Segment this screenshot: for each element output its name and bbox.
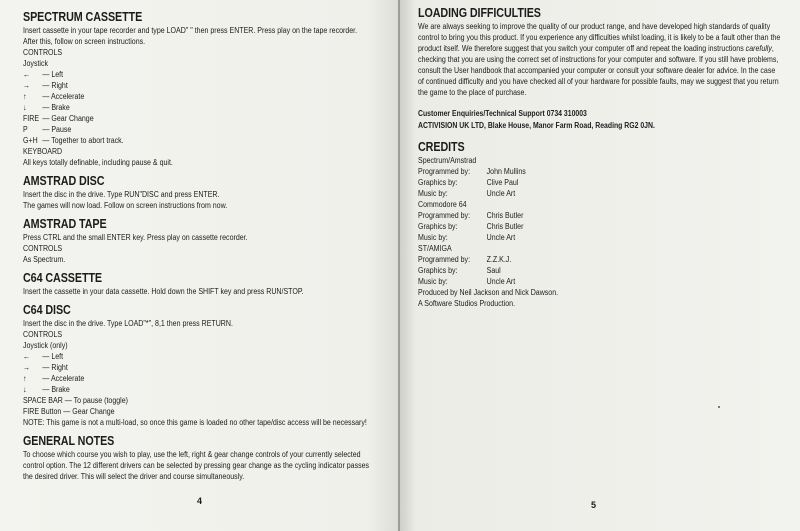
right-page bbox=[400, 0, 800, 531]
keyboard-label: KEYBOARD bbox=[23, 147, 63, 156]
credit-role: Programmed by: bbox=[418, 255, 471, 264]
left-arrow-icon: ← bbox=[23, 70, 31, 79]
control-key: FIRE bbox=[23, 114, 40, 123]
page-number-right: 5 bbox=[591, 500, 597, 510]
control-action: — Right bbox=[42, 81, 68, 90]
controls-label: CONTROLS bbox=[23, 48, 63, 57]
credit-name: Saul bbox=[486, 266, 501, 275]
general-notes-section bbox=[23, 434, 384, 482]
company-address: ACTIVISION UK LTD, Blake House, Manor Farm Road, Reading RG2 0JN. bbox=[418, 121, 655, 130]
up-arrow-icon: ↑ bbox=[23, 92, 27, 101]
body-text: To choose which course you wish to play, use the left, right & gear change controls of your currently selected control option. The 12 different drivers can be selected by pressing gear change as the cycling indicator passes the desired driver. This will select the driver and course simultaneously. bbox=[23, 450, 370, 481]
credit-role: Graphics by: bbox=[418, 266, 458, 275]
body-text: Insert cassette in your tape recorder and type LOAD" " then press ENTER. Press play on the tape recorder. bbox=[23, 26, 358, 35]
page-number-left: 4 bbox=[197, 496, 203, 506]
contact-section bbox=[418, 108, 782, 132]
credits-section bbox=[418, 140, 782, 309]
emphasis-text: carefully bbox=[745, 44, 772, 53]
down-arrow-icon: ↓ bbox=[23, 103, 27, 112]
credit-row bbox=[418, 254, 738, 265]
control-action: — Accelerate bbox=[42, 374, 85, 383]
control-action: — Left bbox=[42, 352, 64, 361]
section-title: GENERAL NOTES bbox=[23, 434, 115, 448]
credit-row bbox=[418, 265, 738, 276]
spectrum-cassette-section bbox=[23, 10, 384, 168]
joystick-label: Joystick bbox=[23, 59, 49, 68]
body-text: All keys totally definable, including pause & quit. bbox=[23, 158, 173, 167]
credit-row bbox=[418, 221, 738, 232]
left-arrow-icon: ← bbox=[23, 352, 31, 361]
amstrad-tape-section bbox=[23, 217, 384, 265]
producers-text: Produced by Neil Jackson and Nick Dawson. bbox=[418, 288, 559, 297]
right-arrow-icon: → bbox=[23, 81, 31, 90]
body-text: As Spectrum. bbox=[23, 255, 66, 264]
body-text: The games will now load. Follow on screen instructions from now. bbox=[23, 201, 228, 210]
control-row bbox=[23, 124, 341, 135]
body-text-part: , checking that you are using the correct set of instructions for your computer and software. If you still have problems, consult the User handbook that accompanied your computer or consult your software dealer for advice. In the case of continued difficulty and you have checked all of your hardware for possible faults, may we suggest that you return the game to the place of purchase. bbox=[418, 44, 779, 97]
control-row bbox=[23, 373, 341, 384]
credit-row bbox=[418, 188, 738, 199]
credit-row bbox=[418, 232, 738, 243]
control-row bbox=[23, 362, 341, 373]
control-row bbox=[23, 113, 341, 124]
section-title: C64 DISC bbox=[23, 303, 71, 317]
control-key: G+H bbox=[23, 136, 38, 145]
down-arrow-icon: ↓ bbox=[23, 385, 27, 394]
body-text: Insert the disc in the drive. Type LOAD"*", 8,1 then press RETURN. bbox=[23, 319, 233, 328]
credit-role: Programmed by: bbox=[418, 211, 471, 220]
platform-label: ST/AMIGA bbox=[418, 244, 452, 253]
body-text: Insert the cassette in your data cassette. Hold down the SHIFT key and press RUN/STOP. bbox=[23, 287, 304, 296]
body-text: Press CTRL and the small ENTER key. Press play on cassette recorder. bbox=[23, 233, 248, 242]
spectrum-controls-list bbox=[23, 69, 384, 146]
production-text: A Software Studios Production. bbox=[418, 299, 516, 308]
control-action: — Accelerate bbox=[42, 92, 85, 101]
control-row bbox=[23, 69, 341, 80]
control-row bbox=[23, 351, 341, 362]
control-row bbox=[23, 80, 341, 91]
loading-difficulties-section bbox=[418, 6, 782, 98]
body-text-part: We are always seeking to improve the quality of our product range, and have developed high standards of quality control to bring you this product. If you experience any difficulties whilst loading, it is likely to be a fault other than the product itself. We therefore suggest that you switch your computer off and repeat the loading instructions bbox=[418, 22, 781, 53]
body-text bbox=[418, 21, 781, 98]
credit-role: Music by: bbox=[418, 233, 448, 242]
section-title: C64 CASSETTE bbox=[23, 271, 103, 285]
body-text: Insert the disc in the drive. Type RUN"DISC and press ENTER. bbox=[23, 190, 220, 199]
platform-label: Spectrum/Amstrad bbox=[418, 156, 477, 165]
credit-name: Uncle Art bbox=[486, 189, 516, 198]
credit-row bbox=[418, 276, 738, 287]
credit-role: Programmed by: bbox=[418, 167, 471, 176]
section-title: AMSTRAD DISC bbox=[23, 174, 105, 188]
credit-name: Uncle Art bbox=[486, 233, 516, 242]
section-title: AMSTRAD TAPE bbox=[23, 217, 107, 231]
credit-name: Uncle Art bbox=[486, 277, 516, 286]
print-speck bbox=[718, 406, 720, 408]
control-row bbox=[23, 135, 341, 146]
platform-label: Commodore 64 bbox=[418, 200, 467, 209]
c64-disc-section bbox=[23, 303, 384, 428]
credit-row bbox=[418, 166, 738, 177]
body-text: SPACE BAR — To pause (toggle) bbox=[23, 396, 129, 405]
controls-label: CONTROLS bbox=[23, 330, 63, 339]
credit-role: Graphics by: bbox=[418, 222, 458, 231]
up-arrow-icon: ↑ bbox=[23, 374, 27, 383]
amstrad-disc-section bbox=[23, 174, 384, 211]
control-action: — Pause bbox=[42, 125, 72, 134]
credit-row bbox=[418, 177, 738, 188]
credit-name: Chris Butler bbox=[486, 211, 524, 220]
body-text: FIRE Button — Gear Change bbox=[23, 407, 115, 416]
section-title: LOADING DIFFICULTIES bbox=[418, 6, 541, 20]
control-row bbox=[23, 384, 341, 395]
control-row bbox=[23, 91, 341, 102]
c64-controls-list bbox=[23, 351, 384, 395]
credit-name: Chris Butler bbox=[486, 222, 524, 231]
control-key: P bbox=[23, 125, 28, 134]
section-title: CREDITS bbox=[418, 140, 465, 154]
controls-label: CONTROLS bbox=[23, 244, 63, 253]
control-action: — Together to abort track. bbox=[42, 136, 124, 145]
credit-name: Z.Z.K.J. bbox=[486, 255, 512, 264]
joystick-label: Joystick (only) bbox=[23, 341, 68, 350]
section-title: SPECTRUM CASSETTE bbox=[23, 10, 143, 24]
control-action: — Gear Change bbox=[42, 114, 94, 123]
credit-row bbox=[418, 210, 738, 221]
note-text: NOTE: This game is not a multi-load, so once this game is loaded no other tape/disc access will be necessary! bbox=[23, 418, 367, 427]
control-action: — Left bbox=[42, 70, 64, 79]
right-arrow-icon: → bbox=[23, 363, 31, 372]
credit-role: Graphics by: bbox=[418, 178, 458, 187]
support-phone: Customer Enquiries/Technical Support 0734 310003 bbox=[418, 109, 587, 118]
credit-name: John Mullins bbox=[486, 167, 526, 176]
control-action: — Brake bbox=[42, 385, 70, 394]
credit-role: Music by: bbox=[418, 189, 448, 198]
credit-name: Clive Paul bbox=[486, 178, 519, 187]
control-action: — Right bbox=[42, 363, 68, 372]
body-text: After this, follow on screen instructions. bbox=[23, 37, 146, 46]
c64-cassette-section bbox=[23, 271, 384, 297]
credit-role: Music by: bbox=[418, 277, 448, 286]
control-action: — Brake bbox=[42, 103, 70, 112]
control-row bbox=[23, 102, 341, 113]
